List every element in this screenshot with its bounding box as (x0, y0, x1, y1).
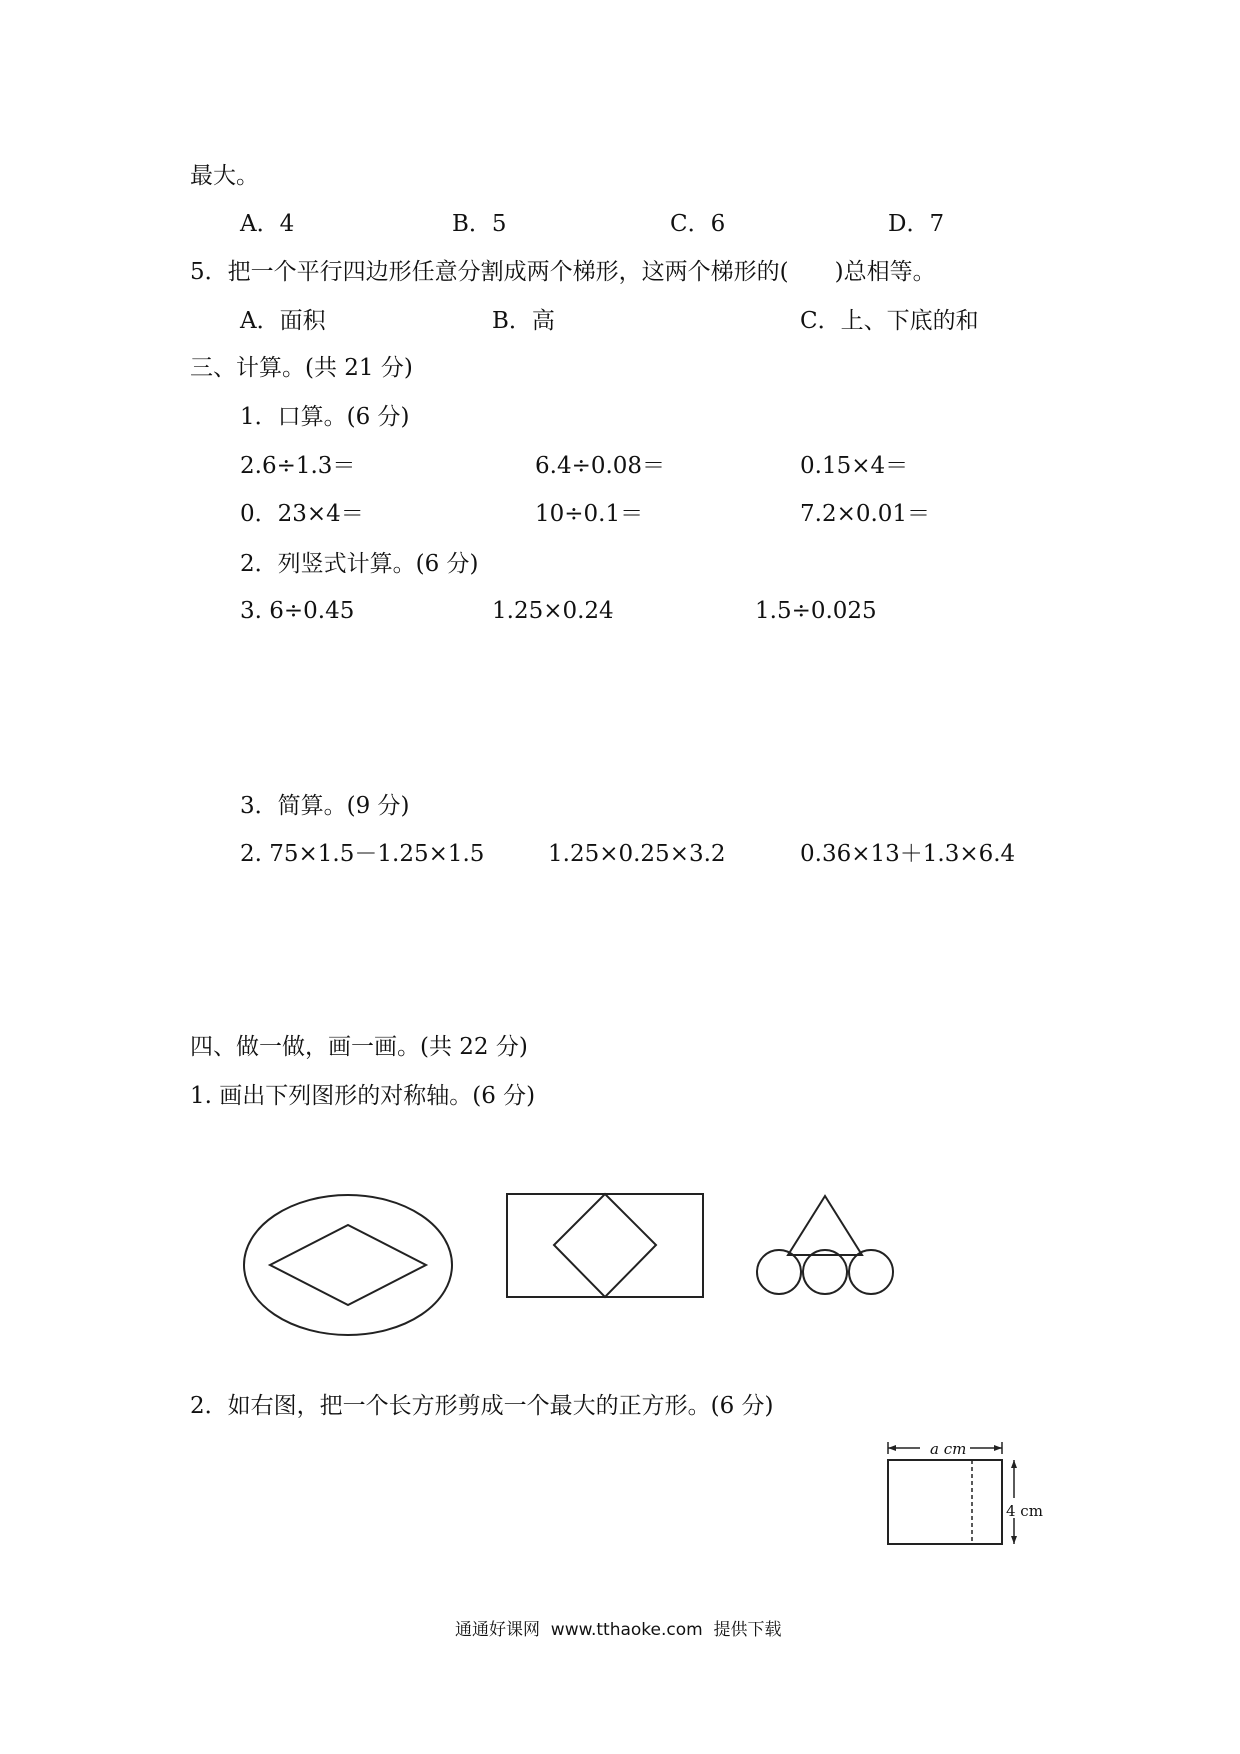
q5-option-c: C．上、下底的和 (800, 308, 979, 334)
circle-left (757, 1250, 801, 1294)
height-label: 4 cm (1006, 1502, 1043, 1520)
vertical-item: 1.5÷0.025 (755, 598, 877, 624)
circle-middle (803, 1250, 847, 1294)
section4-title: 四、做一做，画一画。(共 22 分) (190, 1034, 528, 1060)
simplify-item: 2. 75×1.5－1.25×1.5 (240, 841, 485, 867)
vertical-item: 3. 6÷0.45 (240, 598, 355, 624)
oral-item: 6.4÷0.08＝ (535, 453, 666, 479)
oral-item: 0．23×4＝ (240, 501, 364, 527)
q4-option-c: C．6 (670, 211, 726, 237)
q5-stem: 5．把一个平行四边形任意分割成两个梯形，这两个梯形的( )总相等。 (190, 259, 936, 285)
rectangle-cut-diagram (880, 1440, 1055, 1560)
triangle-shape (788, 1196, 862, 1255)
q4-option-b: B．5 (452, 211, 507, 237)
q4-option-d: D．7 (888, 211, 945, 237)
vertical-title: 2．列竖式计算。(6 分) (240, 551, 479, 577)
circle-right (849, 1250, 893, 1294)
simplify-title: 3．简算。(9 分) (240, 793, 410, 819)
rectangle-shape (507, 1194, 703, 1297)
oral-item: 2.6÷1.3＝ (240, 453, 356, 479)
oral-item: 10÷0.1＝ (535, 501, 644, 527)
section4-q1: 1. 画出下列图形的对称轴。(6 分) (190, 1083, 536, 1109)
oral-item: 7.2×0.01＝ (800, 501, 931, 527)
q5-option-a: A．面积 (240, 308, 326, 334)
simplify-item: 0.36×13＋1.3×6.4 (800, 841, 1016, 867)
width-label: a cm (930, 1440, 967, 1458)
rhombus-shape (270, 1225, 426, 1305)
triangle-circles-figure (755, 1190, 905, 1340)
cut-rectangle (888, 1460, 1002, 1544)
vertical-item: 1.25×0.24 (492, 598, 614, 624)
simplify-item: 1.25×0.25×3.2 (548, 841, 726, 867)
rectangle-diamond-figure (505, 1190, 710, 1340)
oral-title: 1．口算。(6 分) (240, 404, 410, 430)
footer-text: 通通好课网 www.tthaoke.com 提供下载 (455, 1620, 782, 1640)
q5-option-b: B．高 (492, 308, 555, 334)
section4-q2: 2．如右图，把一个长方形剪成一个最大的正方形。(6 分) (190, 1393, 774, 1419)
q4-tail: 最大。 (190, 163, 259, 189)
diamond-shape (554, 1194, 656, 1297)
oral-item: 0.15×4＝ (800, 453, 909, 479)
q4-option-a: A．4 (240, 211, 295, 237)
ellipse-rhombus-figure (240, 1190, 460, 1340)
section3-title: 三、计算。(共 21 分) (190, 355, 413, 381)
ellipse-shape (244, 1195, 452, 1335)
